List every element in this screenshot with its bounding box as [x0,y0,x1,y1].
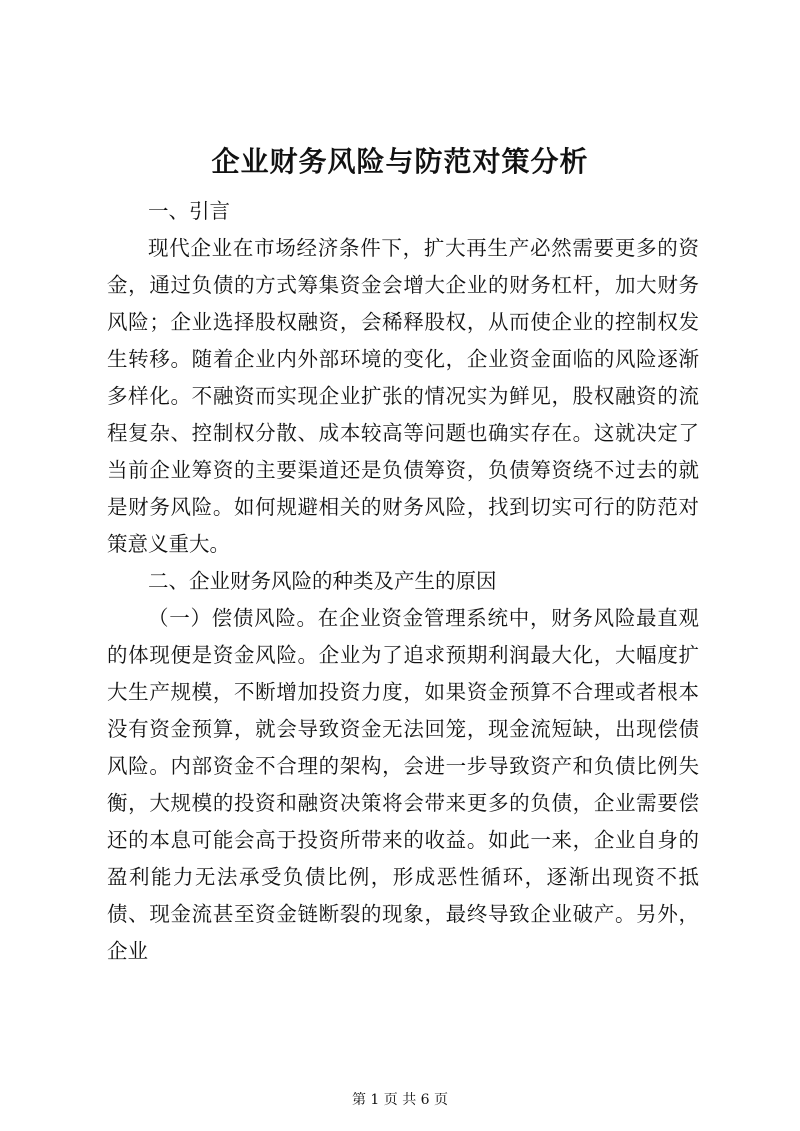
section-heading-intro: 一、引言 [148,199,230,223]
document-title: 企业财务风险与防范对策分析 [211,145,589,178]
document-body [107,193,699,970]
section-heading-risk-types: 二、企业财务风险的种类及产生的原因 [148,569,497,593]
paragraph-intro: 现代企业在市场经济条件下，扩大再生产必然需要更多的资金，通过负债的方式筹集资金会增大企业的财务杠杆，加大财务风险；企业选择股权融资，会稀释股权，从而使企业的控制权发生转移。随着企业内外部环境的变化，企业资金面临的风险逐渐多样化。不融资而实现企业扩张的情况实为鲜见，股权融资的流程复杂、控制权分散、成本较高等问题也确实存在。这就决定了当前企业筹资的主要渠道还是负债筹资，负债筹资绕不过去的就是财务风险。如何规避相关的财务风险，找到切实可行的防范对策意义重大。 [107,236,699,556]
page-footer: 第 1 页 共 6 页 [351,1092,449,1108]
paragraph-debt-risk: （一）偿债风险。在企业资金管理系统中，财务风险最直观的体现便是资金风险。企业为了追求预期利润最大化，大幅度扩大生产规模，不断增加投资力度，如果资金预算不合理或者根本没有资金预算，就会导致资金无法回笼，现金流短缺，出现偿债风险。内部资金不合理的架构，会进一步导致资产和负债比例失衡，大规模的投资和融资决策将会带来更多的负债，企业需要偿还的本息可能会高于投资所带来的收益。如此一来，企业自身的盈利能力无法承受负债比例，形成恶性循环，逐渐出现资不抵债、现金流甚至资金链断裂的现象，最终导致企业破产。另外，企业 [107,606,699,963]
